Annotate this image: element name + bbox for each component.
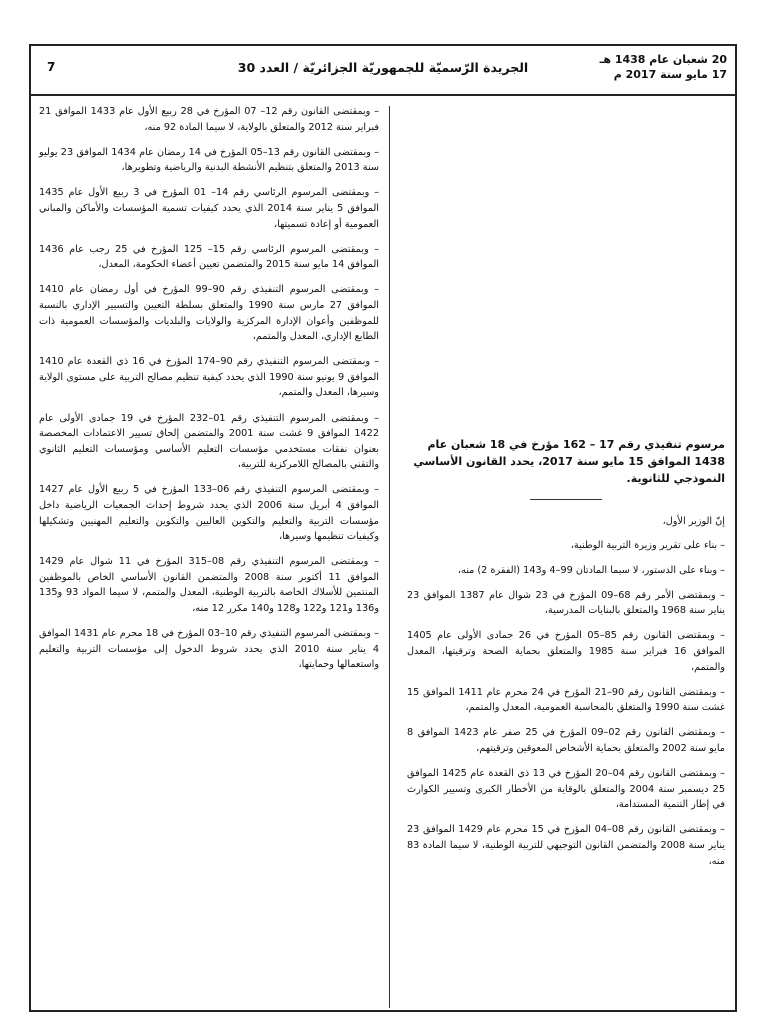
left-column — [39, 104, 379, 682]
paragraph: – وبمقتضى المرسوم التنفيذي رقم 90–174 المؤرخ في 16 ذي القعدة عام 1410 الموافق 9 يونيو سنة 1990 الذي يحدد كيفية تنظيم مصالح التربية على مستوى الولاية وسيرها، المعدل والمتمم، — [39, 356, 380, 399]
paragraph: – وبمقتضى المرسوم التنفيذي رقم 10–03 المؤرخ في 18 محرم عام 1431 الموافق 4 يناير سنة 2010 الذي يحدد شروط الدخول إلى مؤسسات التربية والتعليم واستعمالها وحمايتها، — [39, 628, 379, 671]
date-gregorian: 17 مايو سنة 2017 م — [613, 68, 727, 81]
page-number: 7 — [47, 60, 56, 74]
decree-title: مرسوم تنفيذي رقم 17 – 162 مؤرخ في 18 شعبان عام 1438 الموافق 15 مايو سنة 2017، يحدد القانون الأساسي النموذجي للثانوية. — [413, 438, 725, 485]
paragraph: – وبمقتضى المرسوم الرئاسي رقم 14– 01 المؤرخ في 3 ربيع الأول عام 1435 الموافق 5 يناير سنة 2014 الذي يحدد كيفيات تسمية المؤسسات والأماكن والمباني العمومية أو إعادة تسميتها، — [39, 187, 379, 230]
paragraph: – وبمقتضى القانون رقم 12– 07 المؤرخ في 28 ربيع الأول عام 1433 الموافق 21 فبراير سنة 2012 والمتعلق بالولاية، لا سيما المادة 92 منه، — [39, 106, 379, 133]
page-header — [31, 46, 735, 96]
journal-title: الجريدة الرّسميّة للجمهوريّة الجزائريّة / العدد 30 — [237, 60, 529, 75]
paragraph: – وبمقتضى القانون رقم 13–05 المؤرخ في 14 رمضان عام 1434 الموافق 23 يوليو سنة 2013 والمتعلق بتنظيم الأنشطة البدنية والرياضية وتطويرها، — [39, 146, 379, 174]
paragraph: – وبمقتضى المرسوم التنفيذي رقم 90–99 المؤرخ في أول رمضان عام 1410 الموافق 27 مارس سنة 1990 والمتعلق بسلطة التعيين والتسيير الإداري بالنسبة للموظفين وأعوان الإدارة المركزية والولايات والبلديات والمؤسسات العمومية ذات الطابع الإداري، المعدل والمتمم، — [39, 284, 379, 343]
opening-line: إنّ الوزير الأول، — [662, 516, 725, 527]
title-divider — [530, 499, 602, 500]
paragraph: – وبمقتضى المرسوم التنفيذي رقم 08–315 المؤرخ في 11 شوال عام 1429 الموافق 11 أكتوبر سنة 2008 والمتضمن القانون الأساسي الخاص بالموظفين المنتمين للأسلاك الخاصة بالتربية الوطنية، المعدل والمتمم، لا سيما المواد 93 و135 و136 و121 و122 و128 و140 مكرر 12 منه، — [39, 556, 379, 615]
paragraph: – وبمقتضى الأمر رقم 68–09 المؤرخ في 23 شوال عام 1387 الموافق 23 يناير سنة 1968 والمتعلق بالبنايات المدرسية، — [407, 589, 725, 617]
paragraph: – وبمقتضى القانون رقم 02–09 المؤرخ في 25 صفر عام 1423 الموافق 8 مايو سنة 2002 والمتعلق بحماية الأشخاص المعوقين وترقيتهم، — [407, 727, 725, 755]
paragraph: – وبمقتضى القانون رقم 90–21 المؤرخ في 24 محرم عام 1411 الموافق 15 غشت سنة 1990 والمتعلق بالمحاسبة العمومية، المعدل والمتمم، — [407, 686, 725, 714]
paragraph: – وبمقتضى المرسوم التنفيذي رقم 06–133 المؤرخ في 5 ربيع الأول عام 1427 الموافق 4 أبريل سنة 2006 الذي يحدد شروط إحداث الجمعيات الرياضية داخل مؤسسات التربية والتعليم والتكوين العاليين والتكوين والتعليم المهنيين وتشكيلها وكيفيات تنظيمها وسيرها، — [39, 484, 380, 543]
column-divider — [389, 106, 390, 1008]
paragraph: – وبمقتضى القانون رقم 04–20 المؤرخ في 13 ذي القعدة عام 1425 الموافق 25 ديسمبر سنة 2004 والمتعلق بالوقاية من الأخطار الكبرى وتسيير الكوارث في إطار التنمية المستدامة، — [407, 768, 725, 811]
paragraph: – وبمقتضى القانون رقم 85–05 المؤرخ في 26 جمادى الأولى عام 1405 الموافق 16 فبراير سنة 1985 والمتعلق بحماية الصحة وترقيتها، المعدل والمتمم، — [407, 630, 725, 673]
date-hijri: 20 شعبان عام 1438 هـ — [599, 53, 727, 66]
paragraph: – وبمقتضى المرسوم التنفيذي رقم 01–232 المؤرخ في 19 جمادى الأولى عام 1422 الموافق 9 غشت سنة 2001 والمتضمن إلحاق تسيير الاعتمادات المخصصة بعنوان نفقات مستخدمي مؤسسات التعليم الأساسي ومؤسسات التعليم الثانوي والتقني بالمصالح اللامركزية للتربية، — [39, 412, 380, 471]
paragraph: – بناء على تقرير وزيرة التربية الوطنية، — [570, 539, 725, 551]
paragraph: – وبناء على الدستور، لا سيما المادتان 99–4 و143 (الفقرة 2) منه، — [457, 564, 725, 576]
right-column — [407, 436, 725, 879]
paragraph: – وبمقتضى القانون رقم 08–04 المؤرخ في 15 محرم عام 1429 الموافق 23 يناير سنة 2008 والمتضمن القانون التوجيهي للتربية الوطنية، لا سيما المادة 83 منه، — [407, 824, 725, 867]
page-frame — [29, 44, 737, 1012]
paragraph: – وبمقتضى المرسوم الرئاسي رقم 15– 125 المؤرخ في 25 رجب عام 1436 الموافق 14 مايو سنة 2015 والمتضمن تعيين أعضاء الحكومة، المعدل، — [39, 243, 379, 271]
